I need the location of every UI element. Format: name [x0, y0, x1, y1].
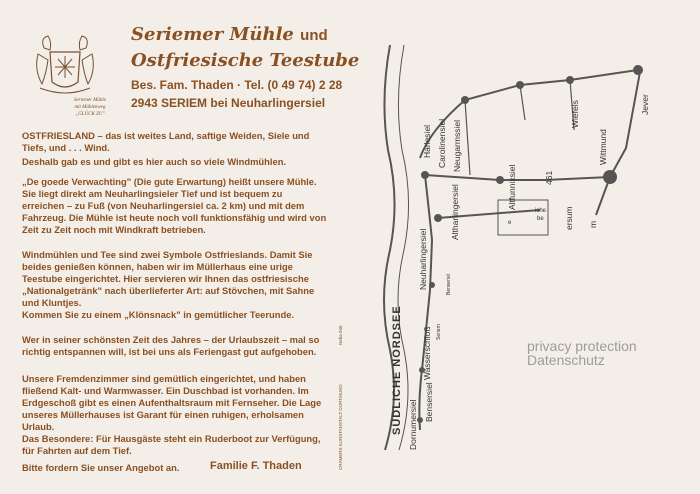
paragraph-5: Kommen Sie zu einem „Klönsnack" in gemütlicher Teerunde.: [22, 309, 295, 320]
map-label-ersum: ersum: [564, 206, 574, 230]
sea-label: SÜDLICHE NORDSEE: [391, 305, 403, 435]
map-label-bensersiel: Bensersiel: [424, 382, 434, 422]
map-label-benseriel: Benseriel: [446, 274, 452, 295]
crest-caption-1: Seriemer Mühle: [73, 98, 107, 103]
map-label-altharlingersiel: Altharlingersiel: [450, 184, 460, 240]
title-line-1: [131, 24, 328, 45]
printer-credit: CRAMERS KUNSTANSTALT DORTMUND: [338, 384, 343, 470]
paragraph-8: Das Besondere: Für Hausgäste steht ein Ruderboot zur Verfügung, für Fahrten auf dem Tief.: [22, 433, 321, 456]
offer-line: Bitte fordern Sie unser Angebot an.: [22, 462, 180, 473]
card-number: Neha 046: [338, 325, 343, 345]
paragraph-7: Unsere Fremdenzimmer sind gemütlich eingerichtet, und haben fließend Kalt- und Warmwasser. Ein Duschbad ist vorhanden. Im Erdgeschoß gibt es einen Aufenthaltsraum mit Fernseher. Die Lage unseres Müllerhauses ist Garant für einen ruhigen, erholsamen Urlaub.: [22, 373, 322, 432]
map-label-m: m: [588, 220, 598, 228]
watermark-line-2: Datenschutz: [527, 352, 605, 368]
paragraph-4: Windmühlen und Tee sind zwei Symbole Ostfrieslands. Damit Sie beides genießen können, haben wir im Müllerhaus eine urige Teestube eingerichtet. Hier servieren wir Ihnen das ostfriesische „Nationalgetränk" nach überlieferter Art: auf Stövchen, mit Sahne und Kluntjes.: [22, 249, 315, 308]
map-label-be: be: [537, 216, 544, 222]
map-label-wiefels: Wiefels: [570, 100, 580, 128]
map-label-wasserschloss: Wasserschloß: [422, 326, 432, 380]
watermark-line-1: privacy protection: [527, 338, 637, 354]
address-line: 2943 SERIEM bei Neuharlingersiel: [131, 96, 326, 110]
paragraph-1: OSTFRIESLAND – das ist weites Land, saftige Weiden, Siele und Tiefs, und . . . Wind.: [22, 130, 310, 153]
crest-caption-2: mit Mühlenweg: [74, 105, 106, 110]
road-east: [425, 175, 610, 180]
map-label-seriem: Seriem: [436, 324, 442, 340]
crest-caption-3: „GLÜCK ZU": [75, 112, 105, 117]
map-label-jever: Jever: [640, 94, 650, 115]
signature: Familie F. Thaden: [210, 460, 302, 472]
map-label-carolinensiel: Carolinensiel: [437, 118, 447, 168]
paragraph-3: „De goede Verwachting" (Die gute Erwartung) heißt unsere Mühle. Sie liegt direkt am Neuharlingsieler Tief und ist bequem zu erreichen – zu Fuß (von Neuharlingersiel ca. 2 km) und mit dem Fahrzeug. Die Mühle ist heute noch voll funktionsfähig und wird von Zeit zu Zeit noch mit Windkraft betrieben.: [22, 176, 327, 235]
map-label-neuharlingersiel: Neuharlingersiel: [418, 228, 428, 290]
title-main: Seriemer Mühle: [131, 24, 294, 45]
road-number-461: 461: [544, 170, 554, 185]
map-label-iche: iche: [535, 208, 547, 214]
paragraph-6: Wer in seiner schönsten Zeit des Jahres – der Urlaubszeit – mal so richtig entspannen will, ist bei uns als Feriengast gut aufgehoben.: [22, 334, 320, 357]
area-map: [360, 40, 660, 460]
map-label-neugarmssiel: Neugarmssiel: [452, 120, 462, 172]
map-label-harlesiel: Harlesiel: [422, 124, 432, 158]
paragraph-2: Deshalb gab es und gibt es hier auch so viele Windmühlen.: [22, 156, 287, 167]
map-label-e: e: [508, 220, 512, 226]
map-label-altfunnixsiel: Altfunnixsiel: [507, 164, 517, 210]
title-sub: Ostfriesische Teestube: [131, 50, 360, 71]
road-wittmund: [610, 72, 640, 177]
map-label-wittmund: Wittmund: [598, 129, 608, 165]
title-und: und: [300, 27, 328, 44]
map-label-dornumersiel: Dornumersiel: [408, 399, 418, 450]
owner-line: Bes. Fam. Thaden · Tel. (0 49 74) 2 28: [131, 78, 343, 92]
